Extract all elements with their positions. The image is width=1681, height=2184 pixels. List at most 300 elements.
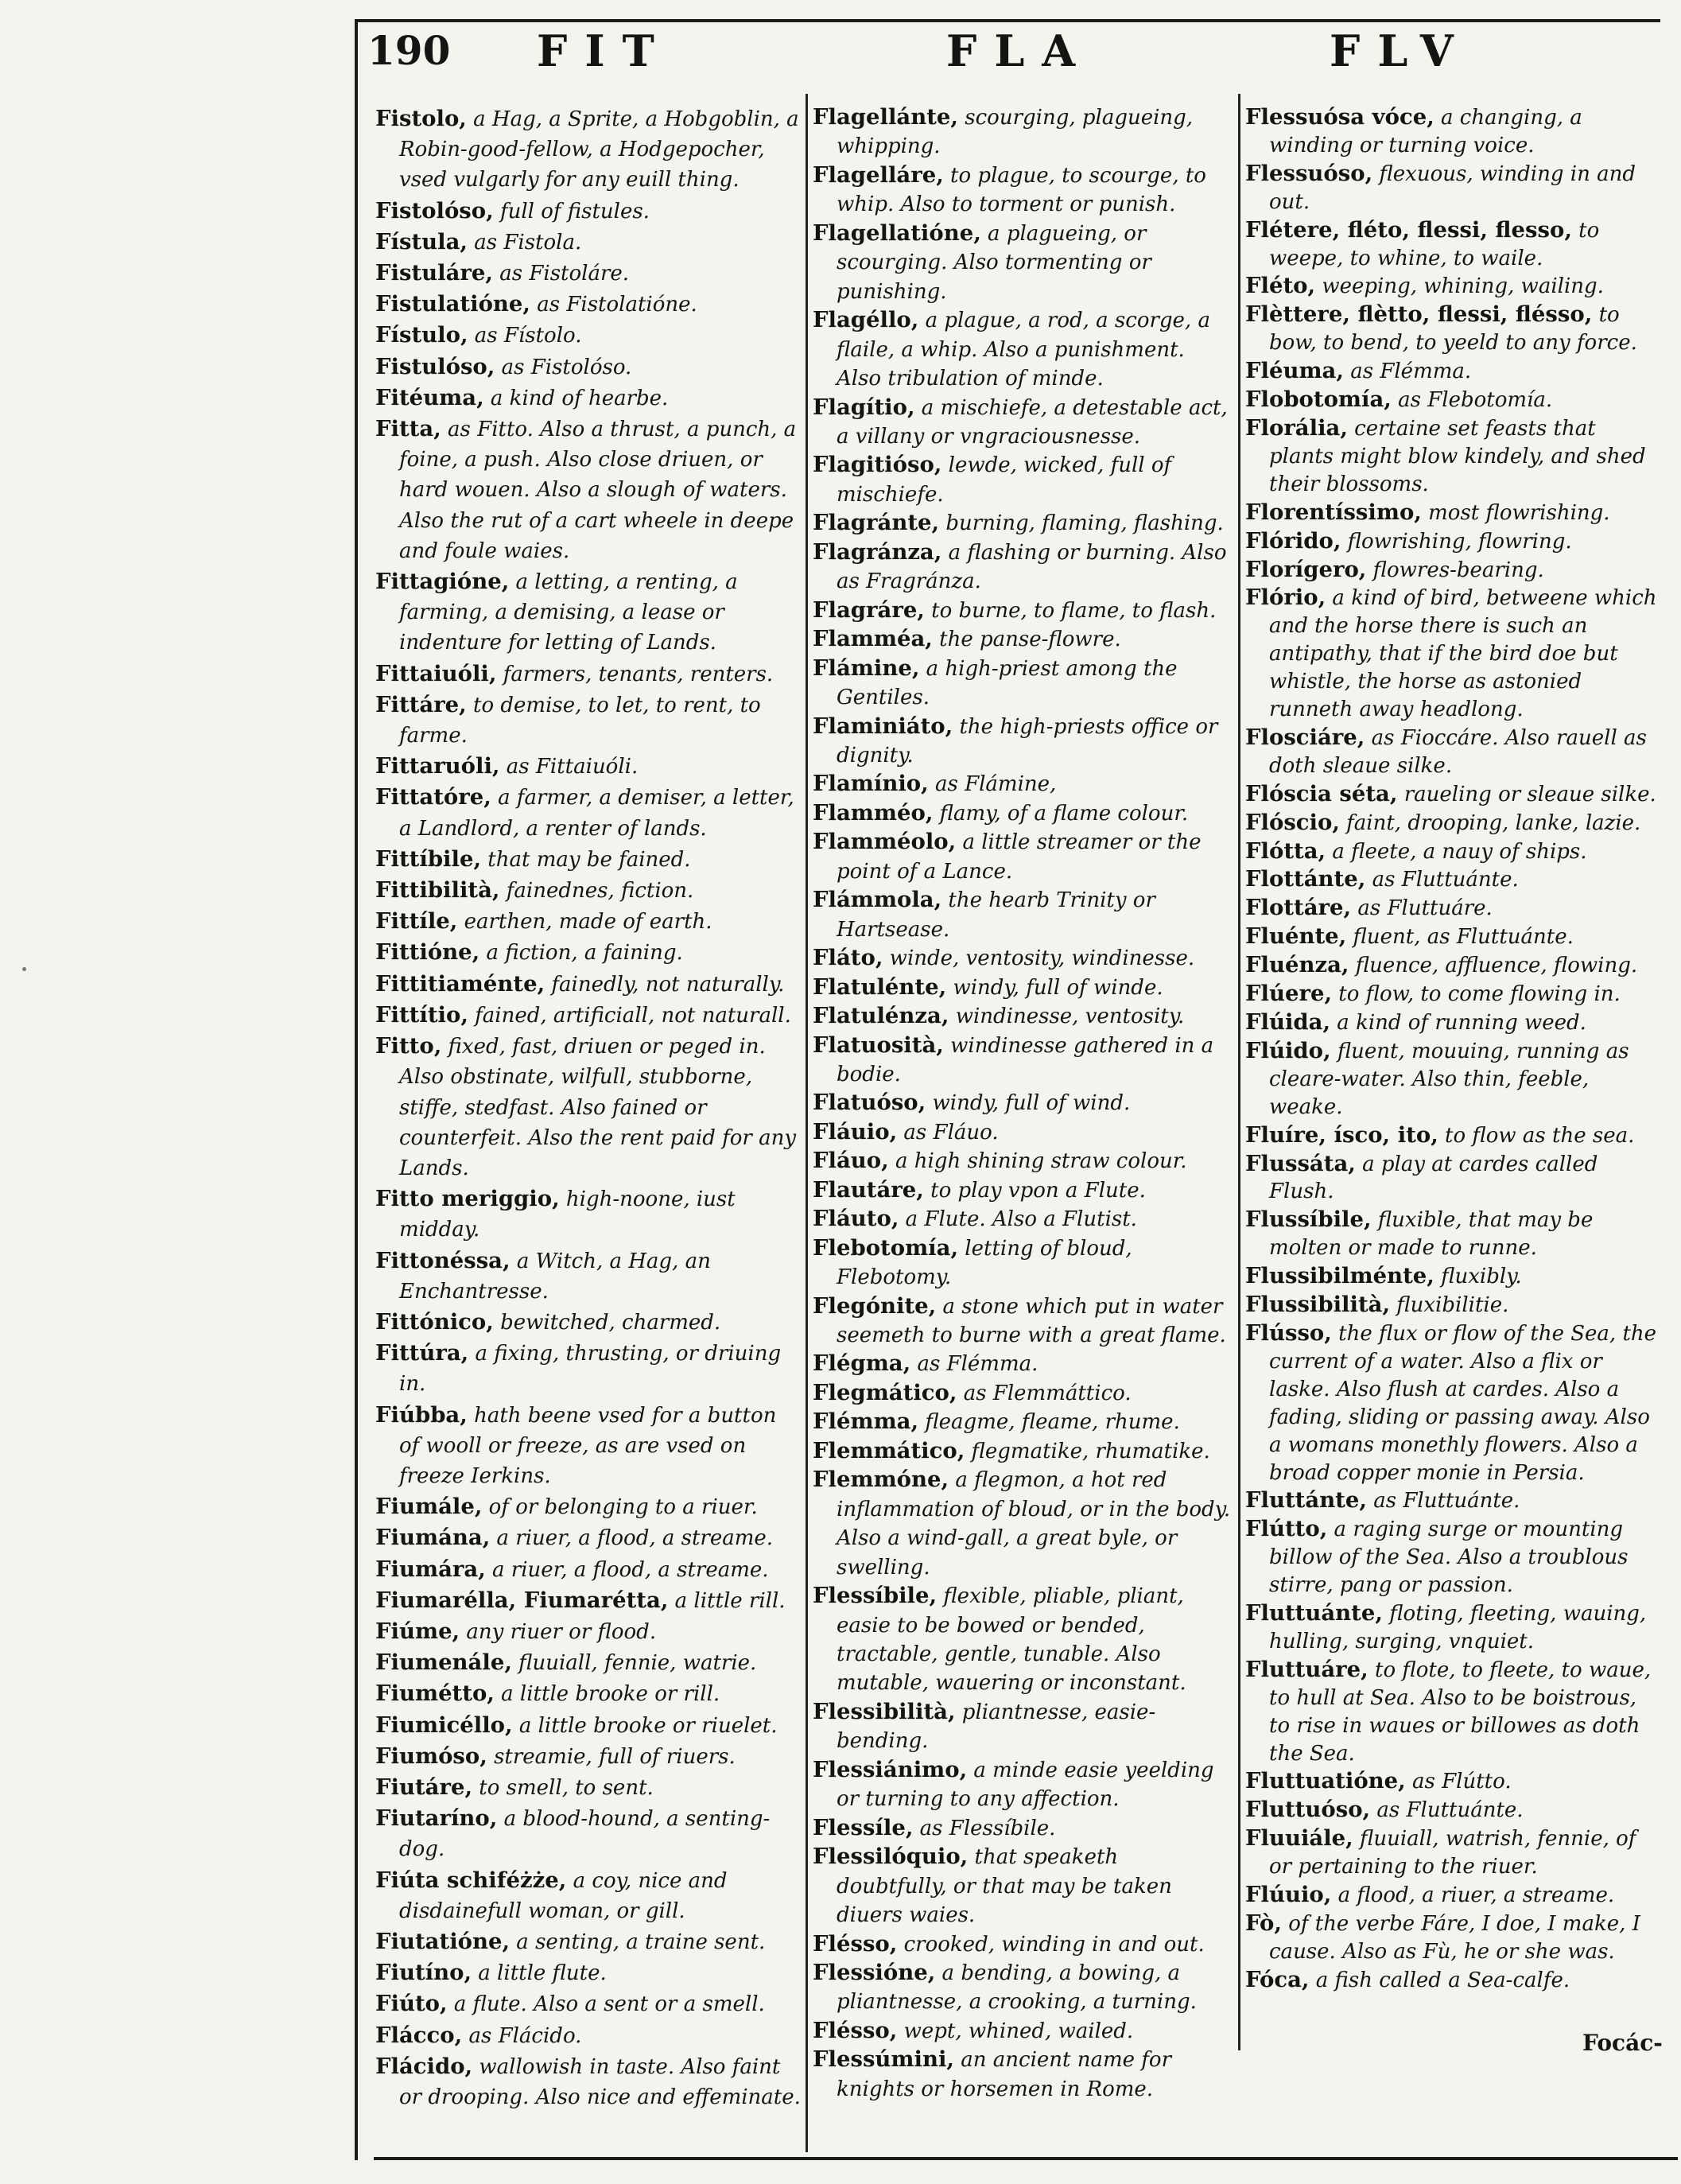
headword: Fluttuatióne, — [1245, 1768, 1406, 1794]
headword: Flautáre, — [813, 1176, 924, 1203]
dictionary-entry — [375, 690, 802, 751]
definition: a Witch, a Hag, an Enchantresse. — [399, 1249, 711, 1304]
dictionary-entry — [1245, 1262, 1660, 1291]
dictionary-entry — [813, 770, 1234, 799]
dictionary-entry — [375, 937, 802, 968]
headword: Flóscio, — [1245, 809, 1340, 835]
definition: a play at cardes called Flush. — [1269, 1152, 1598, 1204]
headword: Flosciáre, — [1245, 724, 1365, 750]
dictionary-entry — [375, 1183, 802, 1245]
headword: Fístula, — [375, 228, 468, 255]
definition: a Flute. Also a Flutist. — [899, 1207, 1137, 1232]
headword: Fiutaríno, — [375, 1805, 498, 1832]
definition: flamy, of a flame colour. — [933, 801, 1189, 826]
headword: Flagráre, — [813, 597, 925, 623]
dictionary-entry — [375, 1957, 802, 1988]
dictionary-entry — [375, 1616, 802, 1647]
column-divider — [1238, 94, 1240, 2050]
headword: Fiutáre, — [375, 1774, 473, 1800]
dictionary-entry — [813, 509, 1234, 538]
dictionary-entry — [813, 306, 1234, 393]
headword: Fléto, — [1245, 273, 1316, 299]
definition: to weepe, to whine, to waile. — [1269, 218, 1600, 270]
definition: fluxibilitie. — [1390, 1293, 1509, 1318]
dictionary-entry — [375, 906, 802, 937]
definition: fluxible, that may be molten or made to runne. — [1269, 1208, 1594, 1261]
headword: Fitto, — [375, 1033, 442, 1059]
headword: Fóca, — [1245, 1966, 1310, 1992]
headword: Flamméo, — [813, 799, 934, 826]
definition: a little brooke or riuelet. — [512, 1713, 778, 1738]
headword: Flussíbile, — [1245, 1207, 1372, 1233]
dictionary-entry — [1245, 160, 1660, 216]
dictionary-entry — [813, 1147, 1234, 1176]
bottom-rule — [374, 2157, 1678, 2160]
headword: Flúida, — [1245, 1009, 1331, 1035]
dictionary-entry — [1245, 780, 1660, 809]
dictionary-entry — [813, 1959, 1234, 2017]
definition: as Flémma. — [1343, 359, 1472, 384]
dictionary-entry — [1245, 1150, 1660, 1207]
dictionary-entry — [1245, 1515, 1660, 1599]
definition: fainednes, fiction. — [499, 879, 694, 904]
dictionary-entry — [1245, 272, 1660, 301]
headword: Fluttánte, — [1245, 1487, 1367, 1514]
headword: Flussibilménte, — [1245, 1263, 1434, 1289]
headword: Flatulénte, — [813, 973, 947, 1000]
definition: winde, ventosity, windinesse. — [883, 946, 1195, 971]
dictionary-entry — [375, 1246, 802, 1307]
headword: Fiumána, — [375, 1525, 491, 1551]
headword: Fitéuma, — [375, 384, 484, 410]
dictionary-entry — [1245, 556, 1660, 585]
dictionary-entry — [375, 1585, 802, 1616]
headword: Flessiánimo, — [813, 1756, 968, 1782]
headword: Flagítio, — [813, 394, 915, 420]
definition: windinesse, ventosity. — [949, 1005, 1185, 1029]
dictionary-entry — [375, 227, 802, 258]
dictionary-entry — [1245, 923, 1660, 951]
headword: Fiumarélla, Fiumarétta, — [375, 1587, 669, 1613]
definition: a bending, a bowing, a pliantnesse, a crooking, a turning. — [837, 1961, 1197, 2015]
dictionary-entry — [375, 414, 802, 566]
dictionary-entry — [813, 1843, 1234, 1929]
definition: wallowish in taste. Also faint or drooping. Also nice and effeminate. — [399, 2054, 801, 2109]
headword: Flagránza, — [813, 538, 942, 565]
headword: Fláto, — [813, 945, 883, 971]
dictionary-entry — [813, 1118, 1234, 1147]
dictionary-entry — [1245, 1599, 1660, 1656]
dictionary-entry — [1245, 951, 1660, 980]
headword: Fiumára, — [375, 1556, 486, 1582]
headword: Fittagióne, — [375, 569, 510, 595]
definition: as Flútto. — [1405, 1770, 1512, 1794]
page-number: 190 — [367, 27, 451, 74]
definition: flexuous, winding in and out. — [1269, 161, 1636, 214]
definition: as Fioccáre. Also rauell as doth sleaue silke. — [1269, 725, 1647, 778]
headword: Fluttuánte, — [1245, 1600, 1383, 1626]
dictionary-entry — [1245, 865, 1660, 894]
definition: windy, full of winde. — [946, 975, 1163, 1000]
dictionary-entry — [813, 1814, 1234, 1843]
dictionary-entry — [375, 1554, 802, 1585]
headword: Fittónico, — [375, 1308, 494, 1335]
dictionary-entry — [1245, 301, 1660, 357]
top-rule — [356, 19, 1660, 22]
dictionary-entry — [813, 1930, 1234, 1959]
headword: Fittaiuóli, — [375, 660, 497, 686]
definition: a little brooke or rill. — [494, 1682, 720, 1707]
dictionary-entry — [813, 394, 1234, 452]
definition: flexible, pliable, pliant, easie to be bowed or bended, tractable, gentle, tunable. Also mutable, wauering or inconstant. — [837, 1584, 1186, 1696]
dictionary-entry — [813, 1002, 1234, 1031]
definition: as Flessíbile. — [913, 1816, 1056, 1840]
dictionary-entry — [813, 538, 1234, 597]
dictionary-entry — [1245, 1910, 1660, 1966]
headword: Fittúra, — [375, 1340, 469, 1366]
dictionary-entry — [375, 1338, 802, 1399]
headword: Fistolóso, — [375, 197, 494, 223]
definition: a flute. Also a sent or a smell. — [447, 1992, 765, 2017]
dictionary-entry — [1245, 216, 1660, 273]
definition: a riuer, a flood, a streame. — [485, 1557, 769, 1582]
definition: fixed, fast, driuen or peged in. Also obstinate, wilfull, stubborne, stiffe, stedfast. Also fained or counterfeit. Also the rent paid for any Lands. — [399, 1035, 797, 1180]
headword: Flésso, — [813, 1930, 898, 1957]
headword: Fiumicéllo, — [375, 1712, 513, 1738]
dictionary-entry — [375, 1000, 802, 1031]
definition: as Fitto. Also a thrust, a punch, a foine, a push. Also close driuen, or hard wouen. Also a slough of waters. Also the rut of a cart wheele in deepe and foule waies. — [399, 418, 797, 563]
definition: a stone which put in water seemeth to burne with a great flame. — [837, 1294, 1226, 1348]
definition: a changing, a winding or turning voice. — [1269, 106, 1582, 157]
headword: Flámmola, — [813, 887, 942, 913]
definition: a blood-hound, a senting-dog. — [399, 1807, 771, 1862]
headword: Flatuóso, — [813, 1090, 926, 1116]
dictionary-entry — [375, 1865, 802, 1926]
headword: Flácido, — [375, 2053, 473, 2079]
dictionary-entry — [1245, 1767, 1660, 1796]
headword: Fiumenále, — [375, 1650, 512, 1676]
definition: streamie, full of riuers. — [487, 1744, 736, 1769]
dictionary-entry — [813, 1466, 1234, 1582]
headword: Fò, — [1245, 1910, 1282, 1936]
definition: as Fluttuánte. — [1365, 868, 1519, 892]
definition: to play vpon a Flute. — [923, 1178, 1146, 1203]
definition: as Fístolo. — [468, 324, 582, 348]
headword: Flussáta, — [1245, 1150, 1356, 1176]
dictionary-entry — [813, 1756, 1234, 1814]
dictionary-entry — [1245, 1656, 1660, 1768]
ink-blot — [22, 967, 26, 971]
headword: Flétere, fléto, flessi, flesso, — [1245, 216, 1572, 243]
headword: Flóscia séta, — [1245, 780, 1398, 806]
definition: as Fistoláre. — [492, 262, 630, 286]
headword: Fiúbba, — [375, 1401, 468, 1428]
definition: fainedly, not naturally. — [545, 972, 785, 997]
headword: Flúido, — [1245, 1037, 1331, 1063]
dictionary-entry — [813, 799, 1234, 828]
headword: Fluénza, — [1245, 952, 1349, 978]
dictionary-entry — [1245, 1037, 1660, 1121]
dictionary-entry — [1245, 809, 1660, 837]
dictionary-entry — [813, 451, 1234, 509]
definition: the hearb Trinity or Hartsease. — [837, 888, 1155, 942]
definition: a Hag, a Sprite, a Hobgoblin, a Robin-good-fellow, a Hodgepocher, vsed vulgarly for any euill thing. — [399, 107, 799, 192]
dictionary-entry — [375, 1741, 802, 1772]
headword: Fluttuóso, — [1245, 1797, 1371, 1823]
headword: Flemmóne, — [813, 1467, 949, 1493]
definition: a mischiefe, a detestable act, a villany or vngraciousnesse. — [837, 395, 1228, 449]
definition: flowrishing, flowring. — [1341, 529, 1572, 554]
definition: a minde easie yeelding or turning to any affection. — [837, 1758, 1214, 1812]
dictionary-entry — [375, 566, 802, 659]
headword: Flório, — [1245, 585, 1326, 611]
dictionary-entry — [813, 1437, 1234, 1466]
definition: as Fluttuánte. — [1370, 1798, 1524, 1823]
dictionary-entry — [375, 1678, 802, 1709]
dictionary-entry — [375, 1522, 802, 1553]
definition: a little rill. — [668, 1588, 786, 1613]
column-2 — [813, 103, 1234, 2108]
dictionary-entry — [1245, 1291, 1660, 1319]
definition: hath beene vsed for a button of wooll or freeze, as are vsed on freeze Ierkins. — [399, 1403, 777, 1488]
definition: a high shining straw colour. — [888, 1149, 1187, 1174]
dictionary-entry — [813, 713, 1234, 771]
headword: Flemmático, — [813, 1437, 965, 1463]
dictionary-entry — [375, 258, 802, 289]
headword: Fittaruóli, — [375, 753, 500, 779]
headword: Fistulóso, — [375, 353, 495, 379]
headword: Fluíre, ísco, ito, — [1245, 1121, 1438, 1148]
dictionary-entry — [813, 1032, 1234, 1090]
headword: Fiutatióne, — [375, 1928, 511, 1954]
dictionary-entry — [813, 2017, 1234, 2046]
headword: Florígero, — [1245, 556, 1367, 582]
guide-word-left: FIT — [537, 25, 672, 76]
dictionary-entry — [1245, 584, 1660, 724]
definition: fluent, as Fluttuánte. — [1346, 925, 1574, 950]
dictionary-entry — [375, 289, 802, 320]
headword: Fiúme, — [375, 1618, 460, 1644]
definition: as Flémma. — [910, 1352, 1038, 1377]
headword: Florália, — [1245, 414, 1348, 441]
headword: Flégma, — [813, 1350, 911, 1377]
dictionary-entry — [375, 1400, 802, 1492]
headword: Fitta, — [375, 416, 441, 442]
definition: as Fluttuáre. — [1351, 896, 1493, 921]
headword: Fistuláre, — [375, 260, 493, 286]
headword: Flèttere, flètto, flessi, flésso, — [1245, 301, 1593, 328]
definition: a coy, nice and disdainefull woman, or gill. — [399, 1868, 728, 1923]
definition: wept, whined, wailed. — [897, 2019, 1134, 2043]
dictionary-entry — [375, 1926, 802, 1957]
headword: Flótta, — [1245, 837, 1326, 864]
dictionary-entry — [375, 1803, 802, 1864]
headword: Fléuma, — [1245, 358, 1344, 384]
definition: as Flácido. — [462, 2023, 582, 2048]
headword: Fittíbile, — [375, 845, 482, 872]
dictionary-entry — [375, 320, 802, 351]
dictionary-entry — [1245, 980, 1660, 1008]
headword: Flessíbile, — [813, 1583, 938, 1609]
definition: faint, drooping, lanke, lazie. — [1339, 810, 1641, 835]
definition: a kind of hearbe. — [483, 386, 669, 410]
column-divider — [806, 94, 808, 2152]
column-3 — [1245, 103, 1660, 2044]
definition: a letting, a renting, a farming, a demising, a lease or indenture for letting of Lands. — [399, 570, 738, 655]
definition: a senting, a traine sent. — [510, 1929, 766, 1954]
headword: Flaminiáto, — [813, 713, 953, 739]
dictionary-entry — [1245, 499, 1660, 527]
headword: Flagéllo, — [813, 307, 919, 333]
definition: a riuer, a flood, a streame. — [490, 1526, 774, 1551]
definition: raueling or sleaue silke. — [1397, 782, 1656, 806]
definition: as Fluttuánte. — [1366, 1489, 1520, 1514]
headword: Fístulo, — [375, 322, 468, 348]
dictionary-entry — [1245, 1796, 1660, 1825]
definition: a high-priest among the Gentiles. — [837, 656, 1178, 710]
dictionary-entry — [813, 1408, 1234, 1436]
definition: pliantnesse, easie-bending. — [837, 1700, 1156, 1754]
dictionary-entry — [375, 196, 802, 227]
dictionary-entry — [813, 1176, 1234, 1205]
headword: Fittonéssa, — [375, 1247, 511, 1273]
headword: Fluénte, — [1245, 923, 1347, 950]
headword: Flagránte, — [813, 510, 940, 536]
definition: a raging surge or mounting billow of the Sea. Also a troublous stirre, pang or passion. — [1269, 1518, 1629, 1598]
headword: Fiumóso, — [375, 1743, 487, 1769]
definition: as Fistola. — [468, 230, 582, 255]
headword: Fittáre, — [375, 691, 467, 717]
dictionary-entry — [375, 1647, 802, 1678]
definition: to smell, to sent. — [472, 1775, 654, 1800]
guide-word-right: FLV — [1330, 25, 1471, 76]
dictionary-entry — [1245, 837, 1660, 866]
definition: to flote, to fleete, to waue, to hull at Sea. Also to be boistrous, to rise in waues or billowes as doth the Sea. — [1269, 1657, 1652, 1766]
dictionary-entry — [375, 2020, 802, 2051]
definition: any riuer or flood. — [460, 1619, 657, 1644]
dictionary-entry — [813, 886, 1234, 944]
definition: a fixing, thrusting, or driuing in. — [399, 1342, 782, 1397]
headword: Flessibilità, — [813, 1698, 956, 1724]
headword: Fittibilità, — [375, 877, 500, 904]
headword: Fiumále, — [375, 1494, 483, 1520]
headword: Fittitiaménte, — [375, 970, 545, 997]
definition: floting, fleeting, wauing, hulling, surging, vnquiet. — [1269, 1602, 1647, 1654]
definition: a plague, a rod, a scorge, a flaile, a whip. Also a punishment. Also tribulation of minde. — [837, 309, 1210, 391]
headword: Flamínio, — [813, 771, 929, 797]
definition: fluuiall, watrish, fennie, of or pertaining to the riuer. — [1269, 1827, 1636, 1879]
headword: Flessuóso, — [1245, 160, 1373, 186]
column-1 — [375, 103, 802, 2124]
definition: a flood, a riuer, a streame. — [1331, 1883, 1615, 1908]
headword: Fláuo, — [813, 1148, 889, 1174]
dictionary-entry — [375, 352, 802, 383]
dictionary-entry — [375, 844, 802, 875]
headword: Flámine, — [813, 655, 920, 681]
definition: a farmer, a demiser, a letter, a Landlord, a renter of lands. — [399, 786, 794, 841]
headword: Flússo, — [1245, 1319, 1332, 1346]
definition: as Flámine, — [928, 772, 1057, 797]
definition: the high-priests office or dignity. — [837, 714, 1218, 768]
definition: full of fistules. — [493, 199, 650, 223]
dictionary-entry — [1245, 1008, 1660, 1037]
definition: of or belonging to a riuer. — [482, 1495, 758, 1520]
dictionary-entry — [813, 1292, 1234, 1350]
dictionary-entry — [1245, 1319, 1660, 1486]
definition: flowres-bearing. — [1366, 558, 1544, 582]
dictionary-entry — [375, 1710, 802, 1741]
headword: Flúere, — [1245, 981, 1333, 1007]
headword: Fittíle, — [375, 908, 458, 935]
definition: weeping, whining, wailing. — [1315, 274, 1604, 299]
dictionary-entry — [1245, 414, 1660, 499]
headword: Flobotomía, — [1245, 387, 1392, 413]
headword: Fiutíno, — [375, 1960, 472, 1986]
definition: a flashing or burning. Also as Fragránza. — [837, 540, 1227, 594]
definition: an ancient name for knights or horsemen in Rome. — [837, 2048, 1171, 2101]
headword: Fluuiále, — [1245, 1825, 1353, 1852]
definition: fleagme, fleame, rhume. — [918, 1410, 1180, 1435]
dictionary-entry — [375, 1491, 802, 1522]
definition: as Fittaiuóli. — [499, 755, 639, 779]
dictionary-entry — [375, 969, 802, 1000]
headword: Flagelláre, — [813, 161, 944, 188]
headword: Flésso, — [813, 2017, 898, 2043]
headword: Flebotomía, — [813, 1234, 959, 1261]
headword: Fistolo, — [375, 106, 467, 131]
headword: Flottáre, — [1245, 895, 1352, 921]
dictionary-entry — [813, 103, 1234, 161]
dictionary-entry — [1245, 1121, 1660, 1150]
dictionary-entry — [375, 659, 802, 690]
definition: a kind of bird, betweene which and the horse there is such an antipathy, that if the bird doe but whistle, the horse as astonied runneth away headlong. — [1269, 586, 1657, 722]
guide-word-center: FLA — [946, 25, 1093, 76]
dictionary-entry — [1245, 357, 1660, 386]
dictionary-entry — [375, 1772, 802, 1803]
definition: windinesse gathered in a bodie. — [837, 1033, 1214, 1086]
headword: Flessuósa vóce, — [1245, 104, 1434, 130]
definition: flegmatike, rhumatike. — [965, 1439, 1210, 1463]
definition: a fiction, a faining. — [479, 941, 683, 966]
definition: windy, full of wind. — [926, 1091, 1131, 1116]
definition: a little flute. — [472, 1961, 607, 1986]
definition: farmers, tenants, renters. — [496, 662, 774, 686]
definition: the flux or flow of the Sea, the current of a water. Also a flix or laske. Also flush at cardes. Also a fading, sliding or passing away. Also a womans monethly flowers. Also a broad copper monie in Persia. — [1269, 1321, 1657, 1485]
definition: lewde, wicked, full of mischiefe. — [837, 453, 1172, 507]
dictionary-entry — [375, 2051, 802, 2112]
headword: Fiumétto, — [375, 1681, 495, 1707]
headword: Flottánte, — [1245, 866, 1366, 892]
dictionary-entry — [1245, 1486, 1660, 1515]
definition: as Fláuo. — [897, 1120, 999, 1144]
definition: to bow, to bend, to yeeld to any force. — [1269, 303, 1637, 356]
definition: most flowrishing. — [1421, 500, 1610, 525]
definition: to flow as the sea. — [1438, 1123, 1635, 1148]
definition: that may be fained. — [481, 847, 691, 872]
headword: Flamméa, — [813, 626, 933, 652]
headword: Flegmático, — [813, 1379, 957, 1405]
definition: fluuiall, fennie, watrie. — [511, 1651, 757, 1676]
definition: fluxibly. — [1434, 1265, 1522, 1289]
definition: earthen, made of earth. — [457, 910, 712, 935]
headword: Flatulénza, — [813, 1003, 949, 1029]
definition: a little streamer or the point of a Lance. — [837, 830, 1202, 884]
headword: Fistulatióne, — [375, 291, 530, 317]
headword: Fittatóre, — [375, 784, 491, 810]
definition: that speaketh doubtfully, or that may be taken diuers waies. — [837, 1845, 1172, 1928]
headword: Fitto meriggio, — [375, 1186, 560, 1212]
headword: Flagellatióne, — [813, 220, 981, 246]
